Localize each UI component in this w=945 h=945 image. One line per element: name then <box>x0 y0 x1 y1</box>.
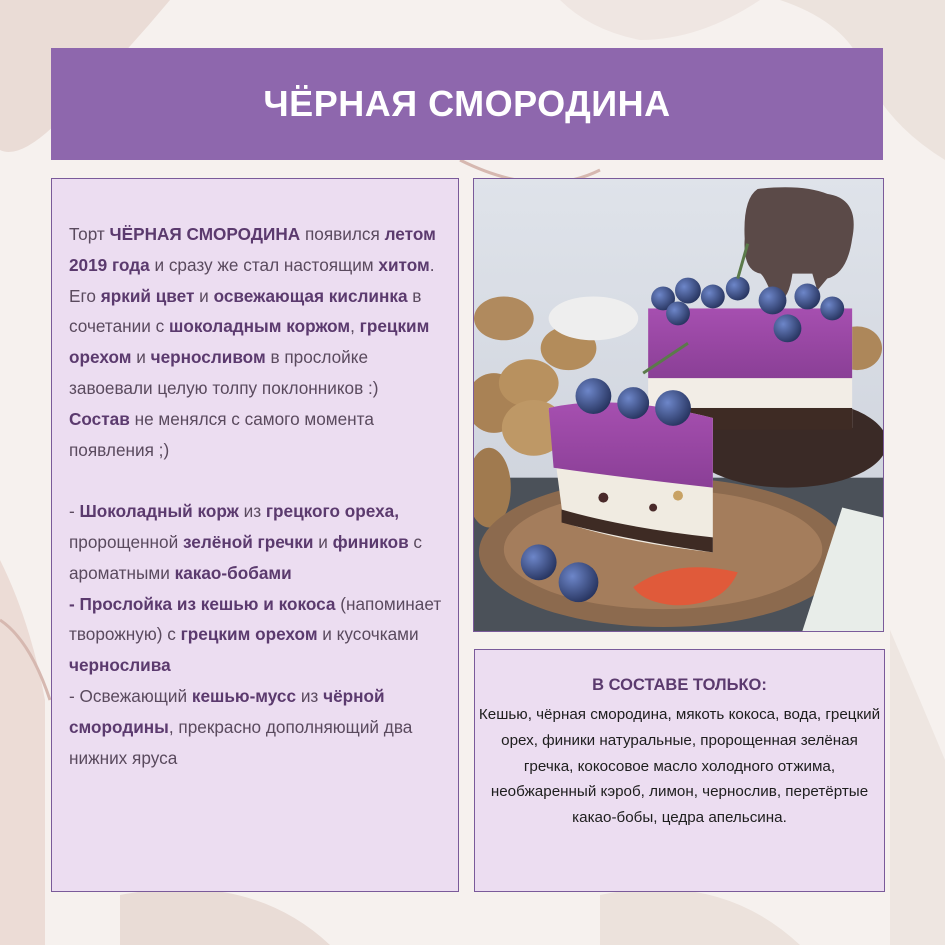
ingredients-heading: В СОСТАВЕ ТОЛЬКО: <box>592 676 767 694</box>
text-run: и <box>313 531 333 552</box>
ingredients-list: Кешью, чёрная смородина, мякоть кокоса, вода, грецкий орех, финики натуральные, пророщенная зелёная гречка, кокосовое масло холодного отжима, необжаренный кэроб, лимон, чернослив, перетёртые какао-бобы, цедра апельсина. <box>478 706 881 827</box>
bold-text-run: фиников <box>332 531 409 552</box>
bold-text-run: чёрной смородины <box>69 685 385 737</box>
description-panel <box>51 178 459 892</box>
text-run: и кусочками <box>317 624 419 645</box>
bold-text-run: грецким орехом <box>180 624 318 645</box>
page-title: ЧЁРНАЯ СМОРОДИНА <box>263 83 671 124</box>
text-run: - <box>69 501 80 522</box>
text-run: не менялся с самого момента появления ;) <box>69 408 374 460</box>
text-run: и <box>131 347 151 368</box>
text-run: из <box>238 501 266 522</box>
text-run: и сразу же стал настоящим <box>149 254 379 275</box>
text-run: пророщенной <box>69 531 183 552</box>
bold-text-run: грецким орехом <box>69 316 430 368</box>
text-run: Торт <box>69 224 110 244</box>
text-run: (напоминает творожную) с <box>69 593 442 645</box>
ingredients-panel <box>474 649 885 892</box>
text-run: и <box>194 285 214 306</box>
bold-text-run: - Прослойка из кешью и кокоса <box>69 593 336 614</box>
text-run: появился <box>300 224 385 244</box>
text-run: . Его <box>69 254 435 306</box>
text-run: , прекрасно дополняющий два нижних яруса <box>69 716 413 768</box>
bold-text-run: Состав <box>69 408 130 429</box>
bold-text-run: какао-бобами <box>174 562 292 583</box>
story-paragraph-intro <box>69 219 450 404</box>
bold-text-run: яркий цвет <box>100 285 195 306</box>
text-run: в прослойке завоевали целую толпу поклонников :) <box>69 347 379 398</box>
story-layer-base <box>69 496 450 588</box>
title-banner <box>51 48 883 160</box>
bold-text-run: чернослива <box>69 655 171 676</box>
story-paragraph-composition <box>69 404 450 466</box>
bold-text-run: хитом <box>378 254 430 275</box>
bold-text-run: зелёной гречки <box>182 531 314 552</box>
bold-text-run: кешью-мусс <box>191 685 297 706</box>
bold-text-run: грецкого ореха, <box>265 501 399 522</box>
cake-photo <box>473 178 884 632</box>
text-run: , <box>350 316 360 337</box>
bold-text-run: летом 2019 года <box>69 224 436 275</box>
bold-text-run: освежающая кислинка <box>213 285 408 306</box>
bold-text-run: шоколадным коржом <box>169 316 351 337</box>
story-layer-middle <box>69 589 450 681</box>
text-run: с ароматными <box>69 531 423 583</box>
text-run: из <box>296 685 324 706</box>
bold-text-run: черносливом <box>150 347 266 368</box>
bold-text-run: Шоколадный корж <box>79 501 239 522</box>
text-run: - Освежающий <box>69 685 192 706</box>
story-layer-top <box>69 681 450 773</box>
text-run: в сочетании с <box>69 285 422 337</box>
bold-text-run: ЧЁРНАЯ СМОРОДИНА <box>109 224 301 244</box>
